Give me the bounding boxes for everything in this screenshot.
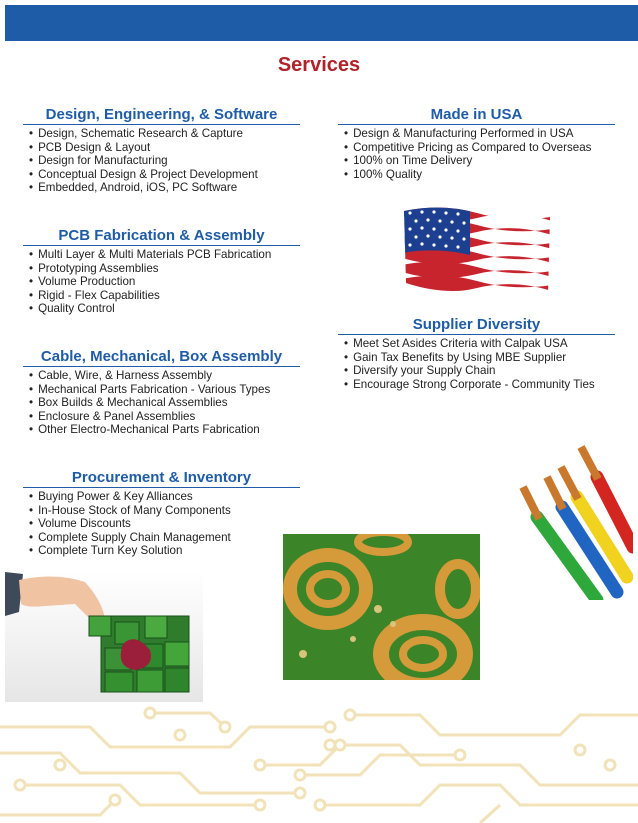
list-item: • Design & Manufacturing Performed in USA — [344, 127, 615, 141]
section-design-engineering — [23, 106, 300, 195]
list-item: • Box Builds & Mechanical Assemblies — [29, 396, 300, 410]
cable-wires-image — [517, 427, 633, 600]
list-item: • Rigid - Flex Capabilities — [29, 289, 300, 303]
list-item: • Multi Layer & Multi Materials PCB Fabrication — [29, 248, 300, 262]
list-item: • Embedded, Android, iOS, PC Software — [29, 181, 300, 195]
list-item: • In-House Stock of Many Components — [29, 504, 300, 518]
list-item: • Diversify your Supply Chain — [344, 364, 615, 378]
bullet-list — [23, 369, 300, 437]
list-item: • Design for Manufacturing — [29, 154, 300, 168]
list-item: • Buying Power & Key Alliances — [29, 490, 300, 504]
page-title: Services — [277, 54, 361, 76]
list-item: • Volume Discounts — [29, 517, 300, 531]
section-supplier-diversity — [338, 316, 615, 391]
list-item: • Cable, Wire, & Harness Assembly — [29, 369, 300, 383]
bullet-list — [23, 248, 300, 316]
section-cable-mechanical — [23, 348, 300, 437]
list-item: • Conceptual Design & Project Development — [29, 168, 300, 182]
list-item: • Enclosure & Panel Assemblies — [29, 410, 300, 424]
section-heading: Cable, Mechanical, Box Assembly — [23, 348, 300, 367]
top-banner — [5, 5, 638, 41]
list-item: • Competitive Pricing as Compared to Overseas — [344, 141, 615, 155]
list-item: • 100% on Time Delivery — [344, 154, 615, 168]
bullet-list — [23, 127, 300, 195]
list-item: • Gain Tax Benefits by Using MBE Supplier — [344, 351, 615, 365]
list-item: • Design, Schematic Research & Capture — [29, 127, 300, 141]
bullet-list — [338, 127, 615, 181]
list-item: • Prototyping Assemblies — [29, 262, 300, 276]
section-heading: Procurement & Inventory — [23, 469, 300, 488]
list-item: • Complete Supply Chain Management — [29, 531, 300, 545]
list-item: • Encourage Strong Corporate - Community Ties — [344, 378, 615, 392]
list-item: • PCB Design & Layout — [29, 141, 300, 155]
section-pcb-fabrication — [23, 227, 300, 316]
bullet-list — [338, 337, 615, 391]
section-heading: Supplier Diversity — [338, 316, 615, 335]
usa-flag-image — [402, 205, 552, 300]
hand-circuit-cube-image — [5, 572, 203, 702]
section-made-in-usa — [338, 106, 615, 181]
list-item: • Volume Production — [29, 275, 300, 289]
section-procurement — [23, 469, 300, 558]
section-heading: Made in USA — [338, 106, 615, 125]
list-item: • Complete Turn Key Solution — [29, 544, 300, 558]
list-item: • 100% Quality — [344, 168, 615, 182]
list-item: • Meet Set Asides Criteria with Calpak USA — [344, 337, 615, 351]
list-item: • Mechanical Parts Fabrication - Various Types — [29, 383, 300, 397]
list-item: • Quality Control — [29, 302, 300, 316]
bullet-list — [23, 490, 300, 558]
section-heading: PCB Fabrication & Assembly — [23, 227, 300, 246]
section-heading: Design, Engineering, & Software — [23, 106, 300, 125]
circuit-trace-pattern — [0, 705, 638, 823]
pcb-coils-image — [283, 534, 480, 680]
list-item: • Other Electro-Mechanical Parts Fabrication — [29, 423, 300, 437]
